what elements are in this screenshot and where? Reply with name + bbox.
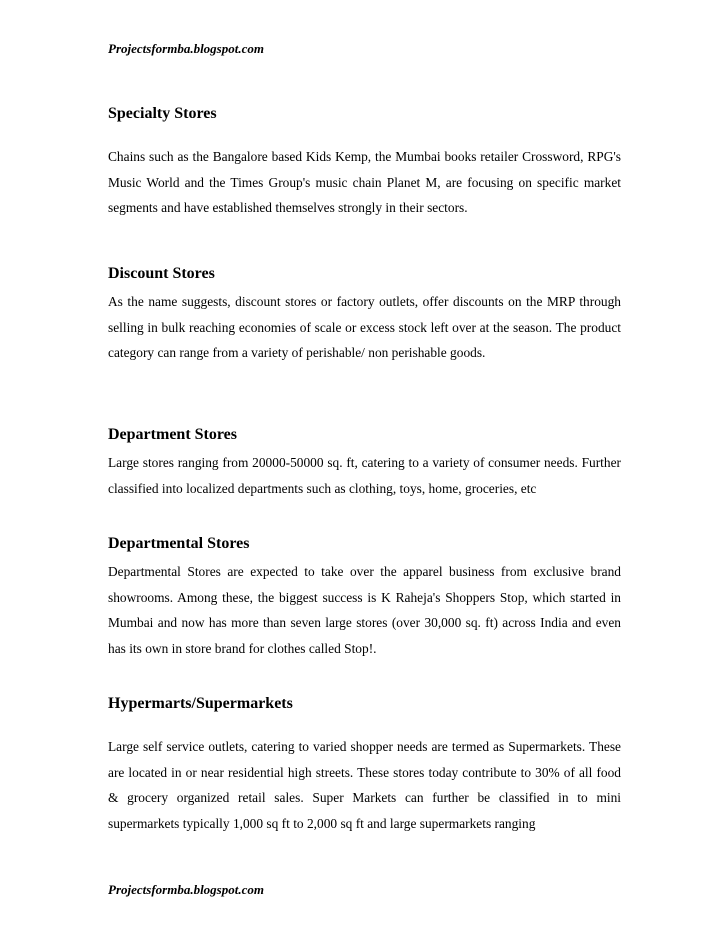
section-hypermarts-supermarkets [108,694,621,836]
section-department-stores [108,425,621,501]
section-specialty-stores [108,104,621,221]
section-paragraph: Chains such as the Bangalore based Kids Kemp, the Mumbai books retailer Crossword, RPG's Music World and the Times Group's music chain Planet M, are focusing on specific market segments and have established themselves strongly in their sectors. [108,149,621,215]
section-paragraph: As the name suggests, discount stores or factory outlets, offer discounts on the MRP through selling in bulk reaching economies of scale or excess stock left over at the season. The product category can range from a variety of perishable/ non perishable goods. [108,294,621,360]
section-departmental-stores [108,534,621,661]
section-heading: Departmental Stores [108,535,250,552]
page-header: Projectsformba.blogspot.com [108,41,264,56]
section-paragraph: Departmental Stores are expected to take over the apparel business from exclusive brand showrooms. Among these, the biggest success is K Raheja's Shoppers Stop, which started in Mumbai and now has more than seven large stores (over 30,000 sq. ft) across India and even has its own in store brand for clothes called Stop!. [108,564,621,656]
page-footer: Projectsformba.blogspot.com [108,882,264,897]
section-paragraph: Large stores ranging from 20000-50000 sq. ft, catering to a variety of consumer needs. Further classified into localized departments such as clothing, toys, home, groceries, etc [108,455,621,496]
section-heading: Department Stores [108,426,238,443]
section-heading: Hypermarts/Supermarkets [108,695,293,712]
section-discount-stores [108,264,621,366]
section-heading: Discount Stores [108,265,215,282]
section-heading: Specialty Stores [108,105,217,122]
section-paragraph: Large self service outlets, catering to varied shopper needs are termed as Supermarkets. These are located in or near residential high streets. These stores today contribute to 30% of all food & grocery organized retail sales. Super Markets can further be classified in to mini supermarkets typically 1,000 sq ft to 2,000 sq ft and large supermarkets ranging [108,739,621,831]
